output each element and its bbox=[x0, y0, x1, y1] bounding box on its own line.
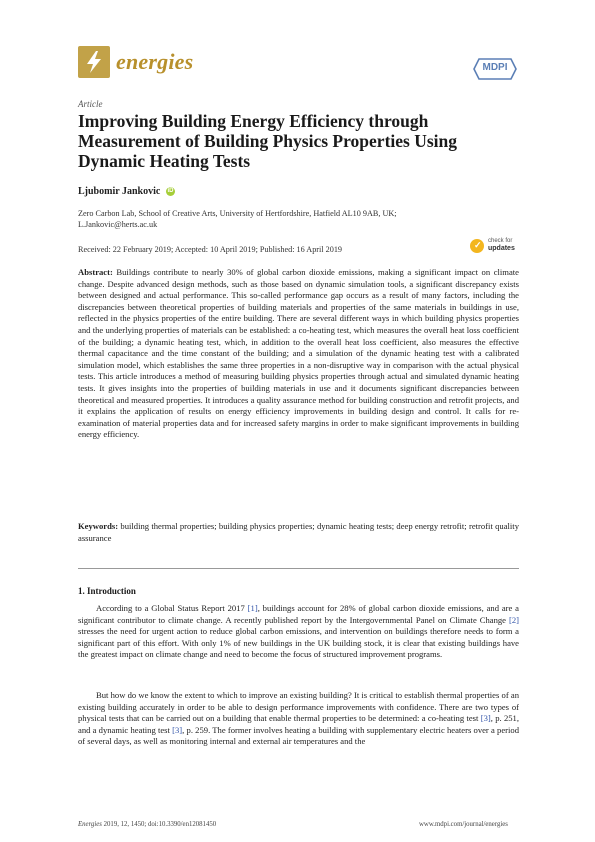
footer-citation: Energies 2019, 12, 1450; doi:10.3390/en12081450 bbox=[78, 821, 217, 828]
check-for-updates-badge[interactable] bbox=[470, 238, 522, 256]
orcid-icon[interactable]: iD bbox=[167, 188, 174, 194]
keywords-text: building thermal properties; building physics properties; dynamic heating tests; deep energy retrofit; retrofit quality assurance bbox=[78, 521, 519, 543]
check-updates-text: check for bbox=[488, 238, 513, 244]
keywords bbox=[78, 521, 519, 544]
footer-journal-url[interactable]: www.mdpi.com/journal/energies bbox=[419, 821, 508, 828]
citation-link[interactable]: [3] bbox=[172, 724, 183, 735]
intro-paragraph-2: But how do we know the extent to which to improve an existing building? It is critical to establish thermal properties of an existing building accurately in order to be able to design performance improvements with confidence. There are two types of physical tests that can be carried out on a building that enable thermal properties to be determined: a co-heating test [3], p. 251, and a dynamic heating test [3], p. 259. The former involves heating a building with supplementary electric heaters over a period of several days, as well as monitoring internal and external air temperatures and the bbox=[78, 690, 519, 747]
citation-link[interactable]: [3] bbox=[480, 713, 491, 724]
mdpi-logo[interactable]: MDPI bbox=[473, 58, 517, 80]
affiliation-line: Zero Carbon Lab, School of Creative Arts, University of Hertfordshire, Hatfield AL10 9AB, UK; bbox=[78, 209, 397, 218]
lightning-bolt-icon bbox=[78, 46, 110, 78]
author-name: Ljubomir Jankovic bbox=[78, 186, 161, 197]
abstract-text: Buildings contribute to nearly 30% of global carbon dioxide emissions, making a significant impact on climate change. Despite advanced design methods, such as those based on dynamic simulation tools, a significant discrepancy exists between designed and actual performance. This so-called performance gap occurs as a result of many factors, including the discrepancies between theoretical properties of building materials and properties of the same materials in buildings in use, reflected in the physics properties of the entire building. There are several different ways in which building physics properties and the underlying properties of materials can be established: a co-heating test, which measures the overall heat loss coefficient of the building; a dynamic heating test, which, in addition to the overall heat loss coefficient, also measures the effective thermal capacitance and the time constant of the building; and a simulation of the dynamic heating test with a calibrated simulation model, which establishes the same three properties in a non-disruptive way in comparison with the actual physical tests. This article introduces a method of measuring building physics properties through actual and simulated dynamic heating tests. It gives insights into the properties of building materials in use and it documents significant discrepancies between theoretical and measured properties. It introduces a quality assurance method for building construction and retrofit projects, and it explains the application of results on energy efficiency improvements in building design and control. It calls for re-examination of material properties data and for increased safety margins in order to make significant improvements in building energy efficiency. bbox=[78, 267, 519, 440]
citation-link[interactable]: [2] bbox=[508, 614, 519, 625]
check-updates-text-bold: updates bbox=[488, 245, 515, 252]
article-type: Article bbox=[78, 99, 103, 109]
article-title: Improving Building Energy Efficiency through Measurement of Building Physics Properties Using Dynamic Heating Tests bbox=[78, 111, 458, 171]
keywords-label: Keywords: bbox=[78, 521, 119, 531]
publication-dates: Received: 22 February 2019; Accepted: 10 April 2019; Published: 16 April 2019 bbox=[78, 245, 343, 254]
section-divider bbox=[78, 568, 519, 569]
affiliation bbox=[78, 208, 428, 230]
journal-logo bbox=[78, 46, 110, 78]
abstract-label: Abstract: bbox=[78, 267, 113, 277]
citation-link[interactable]: [1] bbox=[247, 603, 258, 613]
check-updates-icon: ✓ bbox=[470, 239, 484, 253]
section-heading: 1. Introduction bbox=[78, 586, 136, 596]
author-email[interactable]: L.Jankovic@herts.ac.uk bbox=[78, 220, 158, 229]
journal-name: energies bbox=[116, 49, 194, 74]
intro-paragraph-1: According to a Global Status Report 2017 [1], buildings account for 28% of global carbon dioxide emissions, and are a significant contributor to climate change. A recently published report by the Intergovernmental Panel on Climate Change [2] stresses the need for urgent action to reduce global carbon emissions, and intervention on buildings therefore needs to form a significant part of this effort. With only 1% of new buildings in the UK building stock, it is clear that existing buildings have the greatest impact on climate change and need to become the focus of structured improvement programs. bbox=[78, 603, 519, 660]
abstract bbox=[78, 267, 519, 441]
